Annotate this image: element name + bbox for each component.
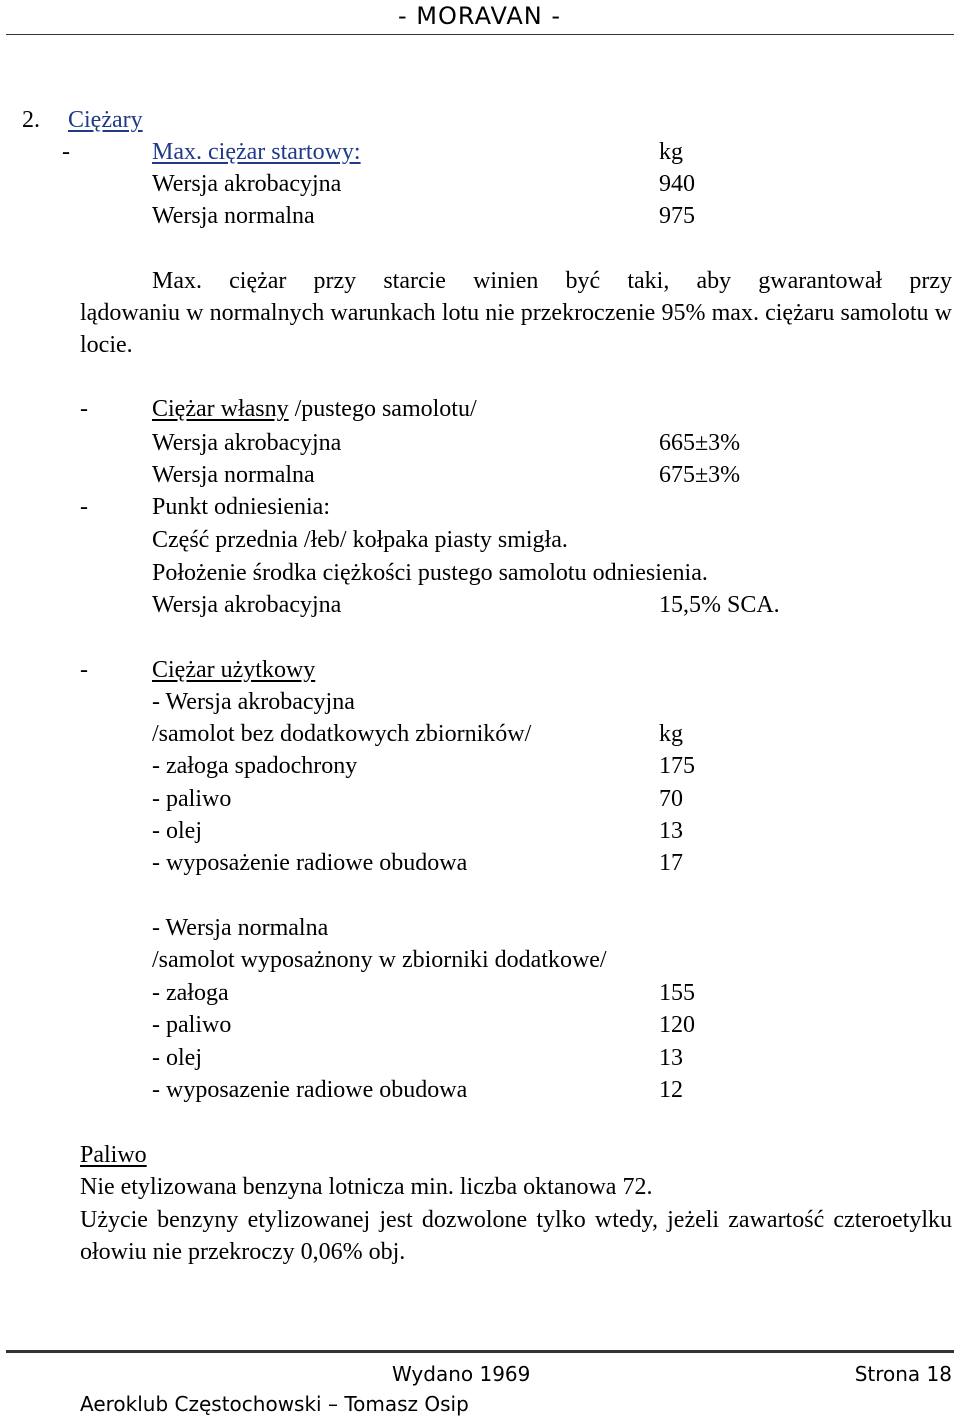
empty-weight-row-value: 675±3%	[659, 462, 741, 488]
empty-weight-row-label: Wersja normalna	[152, 462, 315, 488]
header-rule	[6, 34, 954, 35]
footer-page: Strona 18	[854, 1362, 952, 1386]
acro-row-label: - wyposażenie radiowe obudowa	[152, 850, 468, 876]
normal-row-label: - olej	[152, 1045, 202, 1071]
empty-weight-row-value: 665±3%	[659, 430, 741, 456]
reference-label: Punkt odniesienia:	[152, 494, 330, 520]
acro-title: - Wersja akrobacyjna	[152, 689, 355, 715]
mtow-note-rest: lądowaniu w normalnych warunkach lotu nie przekroczenie 95% max. ciężaru samolotu w locie.	[80, 300, 952, 358]
mtow-row-label: Wersja normalna	[152, 203, 315, 229]
mtow-row-value: 940	[659, 171, 695, 197]
acro-row-value: 17	[659, 850, 683, 876]
bullet-dash: -	[80, 657, 88, 683]
mtow-row-value: 975	[659, 203, 695, 229]
normal-row-value: 155	[659, 980, 695, 1006]
fuel-line1: Nie etylizowana benzyna lotnicza min. liczba oktanowa 72.	[80, 1174, 653, 1200]
mtow-unit: kg	[659, 139, 683, 165]
acro-row-label: - paliwo	[152, 786, 232, 812]
empty-weight-row-label: Wersja akrobacyjna	[152, 430, 342, 456]
mtow-note-line1: Max. ciężar przy starcie winien być taki, aby gwarantował przy	[152, 268, 952, 294]
normal-title: - Wersja normalna	[152, 915, 329, 941]
normal-row-label: - paliwo	[152, 1012, 232, 1038]
empty-weight-suffix: /pustego samolotu/	[288, 396, 477, 422]
normal-row-value: 12	[659, 1077, 683, 1103]
reference-row-value: 15,5% SCA.	[659, 592, 780, 618]
acro-row-value: 70	[659, 786, 683, 812]
acro-row-label: - olej	[152, 818, 202, 844]
acro-unit: kg	[659, 721, 683, 747]
normal-row-value: 13	[659, 1045, 683, 1071]
mtow-row-label: Wersja akrobacyjna	[152, 171, 342, 197]
empty-weight-heading	[152, 393, 477, 425]
fuel-heading: Paliwo	[80, 1142, 147, 1168]
acro-subtitle: /samolot bez dodatkowych zbiorników/	[152, 721, 532, 747]
bullet-dash: -	[62, 139, 70, 165]
footer-issued: Wydano 1969	[392, 1362, 531, 1386]
fuel-paragraph: Użycie benzyny etylizowanej jest dozwolone tylko wtedy, jeżeli zawartość czteroetylku ołowiu nie przekroczy 0,06% obj.	[80, 1207, 952, 1265]
reference-row-label: Wersja akrobacyjna	[152, 592, 342, 618]
acro-row-label: - załoga spadochrony	[152, 753, 358, 779]
footer-rule	[6, 1350, 954, 1353]
bullet-dash: -	[80, 494, 88, 520]
section-number: 2.	[22, 107, 40, 133]
section-title: Ciężary	[68, 107, 143, 133]
normal-row-label: - wyposazenie radiowe obudowa	[152, 1077, 468, 1103]
page-header-title: - MORAVAN -	[398, 2, 562, 30]
reference-line1: Część przednia /łeb/ kołpaka piasty smigła.	[152, 527, 568, 553]
bullet-dash: -	[80, 396, 88, 422]
footer-author: Aeroklub Częstochowski – Tomasz Osip	[80, 1392, 469, 1416]
empty-weight-label: Ciężar własny	[152, 396, 289, 422]
useful-load-label: Ciężar użytkowy	[152, 657, 316, 683]
acro-row-value: 13	[659, 818, 683, 844]
reference-line2: Położenie środka ciężkości pustego samolotu odniesienia.	[152, 560, 708, 586]
normal-subtitle: /samolot wyposażnony w zbiorniki dodatkowe/	[152, 947, 607, 973]
normal-row-value: 120	[659, 1012, 695, 1038]
normal-row-label: - załoga	[152, 980, 229, 1006]
mtow-label: Max. ciężar startowy:	[152, 139, 361, 165]
acro-row-value: 175	[659, 753, 695, 779]
